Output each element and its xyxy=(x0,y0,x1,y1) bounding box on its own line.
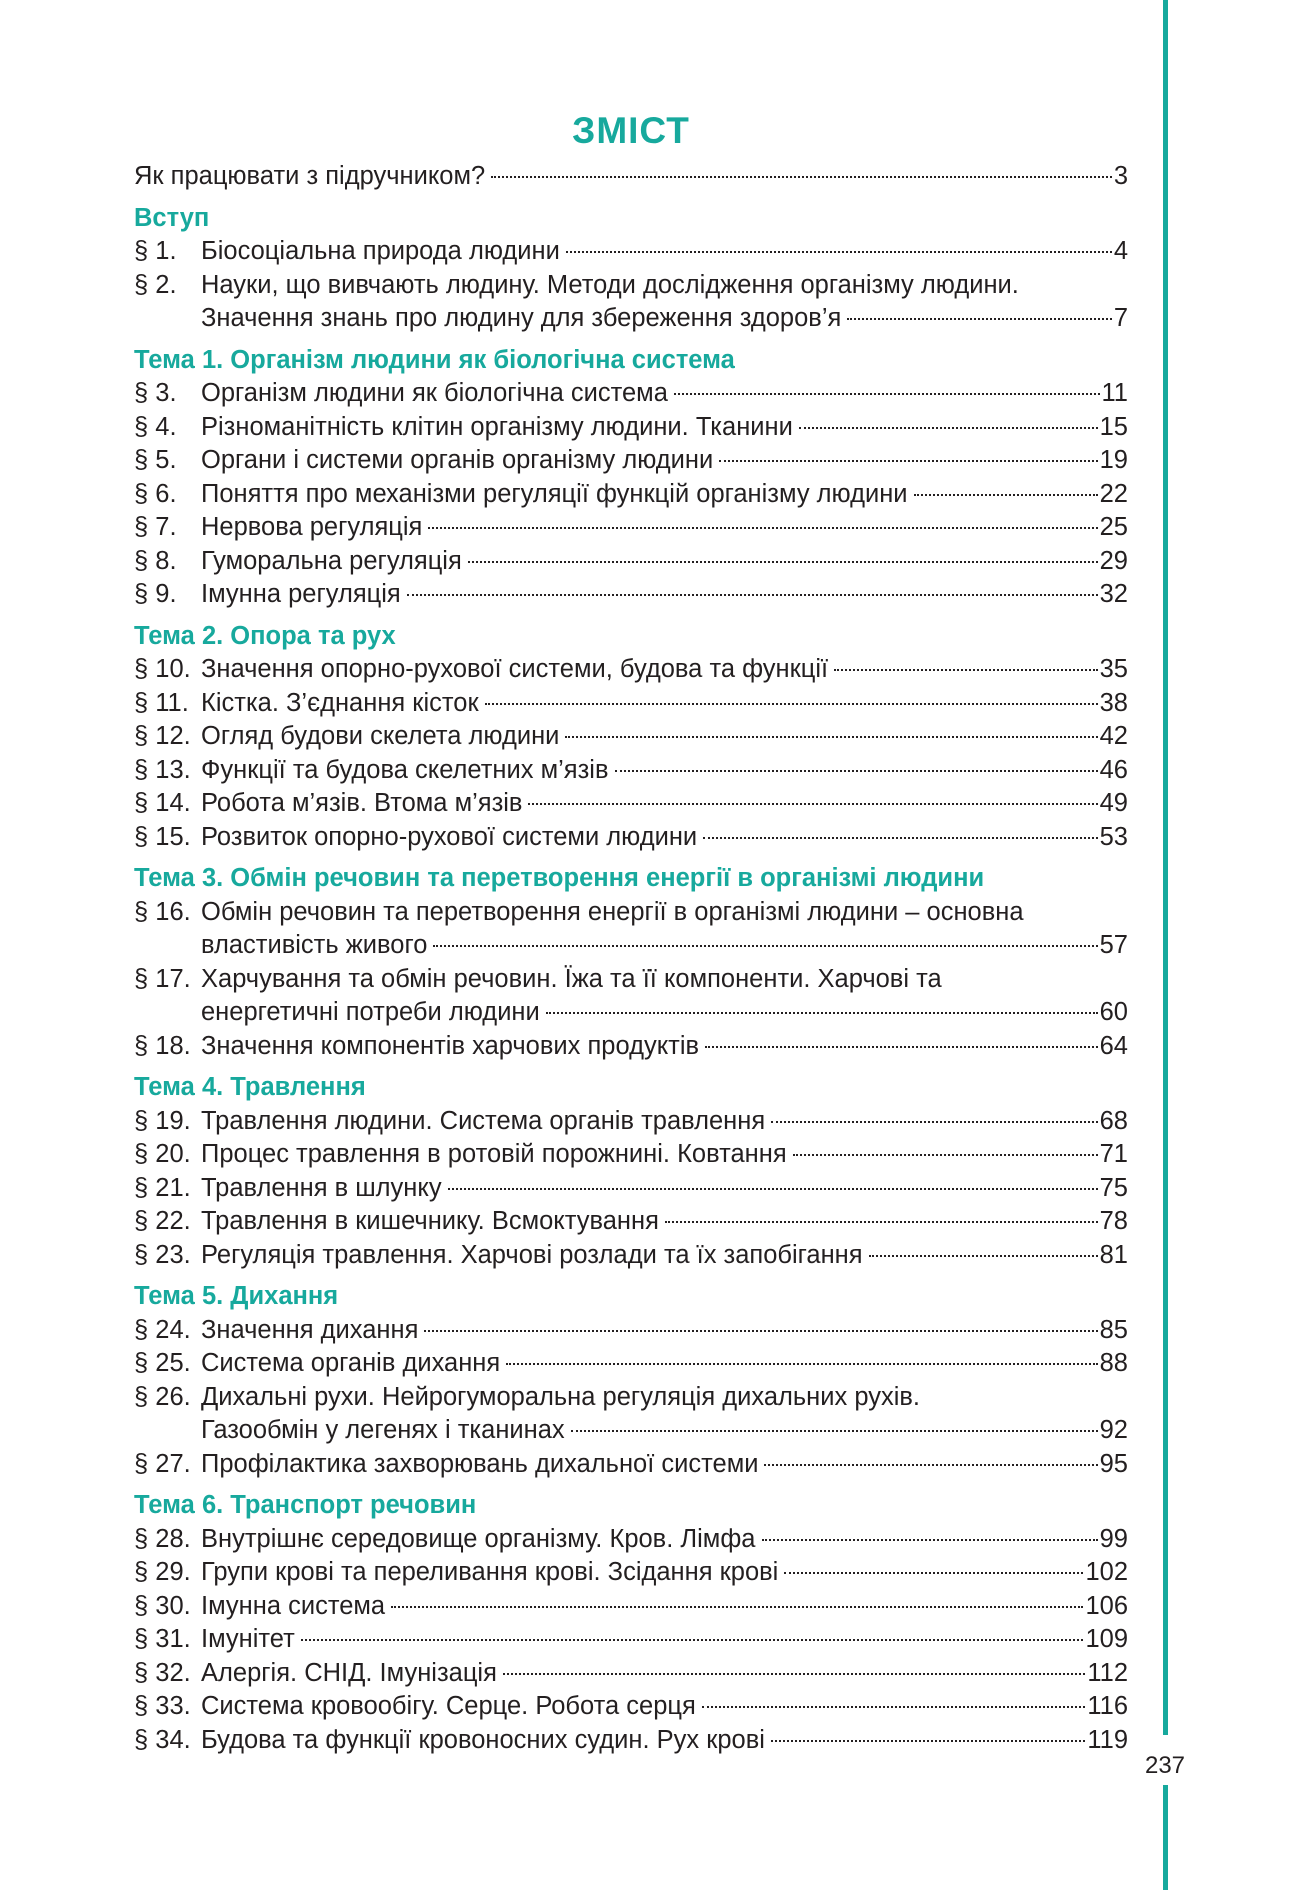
toc-entry[interactable] xyxy=(134,1105,1128,1139)
toc-entry-page: 78 xyxy=(1099,1207,1128,1235)
toc-entry-text: Значення опорно-рухової системи, будова та функції xyxy=(201,655,829,683)
toc-entry-text: Значення дихання xyxy=(201,1315,419,1344)
toc-entry-text: Робота м’язів. Втома м’язів xyxy=(201,789,523,817)
toc-entry-page: 15 xyxy=(1099,412,1128,441)
toc-entry-number: § 8. xyxy=(134,546,177,575)
toc-entry-number: § 26. xyxy=(134,1382,191,1411)
leader-dots xyxy=(799,427,1098,429)
toc-entry-number: § 27. xyxy=(134,1449,191,1478)
leader-dots xyxy=(703,837,1097,839)
leader-dots xyxy=(784,1572,1083,1574)
toc-entry-text: Імунна регуляція xyxy=(201,580,401,608)
toc-entry-text: Травлення в кишечнику. Всмоктування xyxy=(201,1207,659,1235)
toc-entry[interactable] xyxy=(134,478,1128,512)
toc-entry-page: 11 xyxy=(1101,379,1128,407)
toc-entry-number: § 29. xyxy=(134,1558,191,1586)
leader-dots xyxy=(571,1430,1098,1432)
leader-dots xyxy=(771,1740,1085,1742)
leader-dots xyxy=(665,1221,1098,1223)
toc-entry-number: § 11. xyxy=(134,688,189,717)
toc-entry-text: Групи крові та переливання крові. Зсідання крові xyxy=(201,1558,779,1586)
toc-entry-text: Процес травлення в ротовій порожнині. Ковтання xyxy=(201,1140,787,1168)
toc-entry-page: 38 xyxy=(1099,688,1128,717)
toc-entry-number: § 25. xyxy=(134,1349,191,1377)
toc-entry-number: § 4. xyxy=(134,412,177,441)
section-heading[interactable]: Тема 3. Обмін речовин та перетворення енергії в організмі людини xyxy=(134,864,985,892)
toc-entry-text: Різноманітність клітин організму людини. Тканини xyxy=(201,412,793,441)
toc-entry-page: 32 xyxy=(1099,580,1128,608)
toc-entry[interactable] xyxy=(134,963,1128,997)
toc-entry[interactable] xyxy=(134,929,1128,963)
toc-entry-page: 7 xyxy=(1113,304,1128,332)
toc-entry-page: 4 xyxy=(1113,237,1128,265)
toc-entry-page: 19 xyxy=(1099,446,1128,474)
toc-entry-page: 53 xyxy=(1099,822,1128,851)
toc-entry-page: 92 xyxy=(1099,1416,1128,1444)
toc-entry-text: енергетичні потреби людини xyxy=(201,998,540,1026)
toc-entry-number: § 20. xyxy=(134,1140,191,1168)
page-number: 237 xyxy=(1144,1752,1186,1779)
toc-entry-text: Органи і системи органів організму людини xyxy=(201,446,714,474)
toc-entry-number: § 13. xyxy=(134,755,191,784)
leader-dots xyxy=(528,803,1097,805)
margin-rule-bottom xyxy=(1163,1785,1168,1890)
toc-entry-page: 95 xyxy=(1099,1449,1128,1478)
toc-entry-text: Функції та будова скелетних м’язів xyxy=(201,755,609,784)
toc-entry-number: § 15. xyxy=(134,822,191,851)
toc-entry-page: 99 xyxy=(1099,1524,1128,1553)
toc-entry-page: 68 xyxy=(1099,1106,1128,1135)
toc-entry[interactable] xyxy=(134,754,1128,788)
leader-dots xyxy=(762,1539,1098,1541)
toc-entry[interactable] xyxy=(134,1205,1128,1239)
toc-entry-number: § 12. xyxy=(134,722,191,750)
leader-dots xyxy=(503,1673,1085,1675)
toc-entry-page: 119 xyxy=(1087,1725,1128,1754)
section-heading[interactable]: Тема 1. Організм людини як біологічна система xyxy=(134,345,735,374)
toc-entry-number: § 32. xyxy=(134,1658,191,1687)
toc-entry-text: Як працювати з підручником? xyxy=(134,162,486,190)
toc-entry-number: § 23. xyxy=(134,1240,191,1269)
toc-entry[interactable] xyxy=(134,1138,1128,1172)
toc-entry-page: 81 xyxy=(1099,1240,1128,1269)
toc-entry-text: Біосоціальна природа людини xyxy=(201,237,560,265)
toc-entry-page: 75 xyxy=(1099,1173,1128,1202)
toc-entry-text: Система кровообігу. Серце. Робота серця xyxy=(201,1692,696,1720)
toc-entry-text: Травлення людини. Система органів травлення xyxy=(201,1106,766,1135)
toc-entry[interactable] xyxy=(134,821,1128,855)
section-heading[interactable]: Тема 4. Травлення xyxy=(134,1073,366,1101)
toc-entry-text: властивість живого xyxy=(201,931,428,959)
toc-entry-text: Науки, що вивчають людину. Методи дослідження організму людини. xyxy=(201,270,1019,299)
toc-entry-text: Імунітет xyxy=(201,1625,295,1653)
toc-entry[interactable] xyxy=(134,377,1128,411)
leader-dots xyxy=(433,945,1097,947)
toc-entry-text: Поняття про механізми регуляції функцій організму людини xyxy=(201,479,908,508)
toc-entry-number: § 17. xyxy=(134,964,191,993)
toc-entry-page: 22 xyxy=(1099,479,1128,508)
toc-entry-number: § 19. xyxy=(134,1106,191,1135)
leader-dots xyxy=(793,1154,1098,1156)
toc-entry-text: Кістка. З’єднання кісток xyxy=(201,688,479,717)
toc-entry-page: 25 xyxy=(1099,513,1128,541)
toc-entry-page: 88 xyxy=(1099,1349,1128,1377)
leader-dots xyxy=(847,318,1112,320)
toc-entry[interactable] xyxy=(134,269,1128,303)
toc-entry-number: § 5. xyxy=(134,446,177,474)
toc-entry[interactable] xyxy=(134,511,1128,545)
toc-entry-text: Харчування та обмін речовин. Їжа та її компоненти. Харчові та xyxy=(201,964,942,993)
leader-dots xyxy=(491,176,1112,178)
section-heading[interactable]: Вступ xyxy=(134,203,210,232)
table-of-contents xyxy=(134,160,1128,1757)
toc-entry[interactable] xyxy=(134,653,1128,687)
toc-entry-number: § 28. xyxy=(134,1524,191,1553)
toc-entry-page: 71 xyxy=(1099,1140,1128,1168)
toc-entry-page: 64 xyxy=(1099,1031,1128,1060)
toc-entry[interactable] xyxy=(134,302,1128,336)
toc-entry-number: § 33. xyxy=(134,1692,191,1720)
toc-entry[interactable] xyxy=(134,1448,1128,1482)
margin-rule-top xyxy=(1163,0,1168,1735)
toc-entry[interactable] xyxy=(134,787,1128,821)
leader-dots xyxy=(448,1188,1098,1190)
toc-entry-number: § 2. xyxy=(134,270,177,299)
section-heading[interactable]: Тема 2. Опора та рух xyxy=(134,621,396,650)
toc-entry[interactable] xyxy=(134,1523,1128,1557)
toc-entry-number: § 6. xyxy=(134,479,177,508)
toc-entry[interactable] xyxy=(134,1556,1128,1590)
leader-dots xyxy=(719,460,1097,462)
leader-dots xyxy=(674,393,1100,395)
toc-entry[interactable] xyxy=(134,235,1128,269)
toc-entry-page: 60 xyxy=(1099,998,1128,1026)
toc-entry-text: Організм людини як біологічна система xyxy=(201,379,668,407)
leader-dots xyxy=(702,1706,1086,1708)
toc-entry[interactable] xyxy=(134,1314,1128,1348)
toc-entry-page: 112 xyxy=(1087,1658,1128,1687)
leader-dots xyxy=(834,669,1097,671)
section-heading[interactable]: Тема 5. Дихання xyxy=(134,1282,339,1310)
leader-dots xyxy=(301,1639,1084,1641)
toc-entry-text: Дихальні рухи. Нейрогуморальна регуляція дихальних рухів. xyxy=(201,1382,921,1411)
leader-dots xyxy=(705,1046,1098,1048)
toc-entry-page: 106 xyxy=(1085,1591,1128,1620)
toc-entry-page: 3 xyxy=(1113,162,1128,190)
toc-entry-text: Гуморальна регуляція xyxy=(201,546,462,575)
toc-entry-number: § 3. xyxy=(134,379,177,407)
toc-entry[interactable] xyxy=(134,1623,1128,1657)
toc-entry-number: § 30. xyxy=(134,1591,191,1620)
toc-entry-text: Огляд будови скелета людини xyxy=(201,722,560,750)
toc-entry[interactable] xyxy=(134,1414,1128,1448)
toc-entry[interactable] xyxy=(134,1590,1128,1624)
toc-entry-number: § 7. xyxy=(134,513,177,541)
leader-dots xyxy=(485,703,1098,705)
leader-dots xyxy=(506,1363,1097,1365)
toc-entry-page: 49 xyxy=(1099,789,1128,817)
toc-entry-page: 102 xyxy=(1085,1558,1128,1586)
leader-dots xyxy=(468,561,1098,563)
toc-entry[interactable] xyxy=(134,1239,1128,1273)
toc-entry[interactable] xyxy=(134,1030,1128,1064)
toc-entry-text: Обмін речовин та перетворення енергії в організмі людини – основна xyxy=(201,897,1024,926)
toc-entry-text: Імунна система xyxy=(201,1591,386,1620)
toc-entry-number: § 21. xyxy=(134,1173,191,1202)
toc-entry-number: § 22. xyxy=(134,1207,191,1235)
leader-dots xyxy=(391,1606,1083,1608)
leader-dots xyxy=(869,1255,1098,1257)
toc-entry-page: 42 xyxy=(1099,722,1128,750)
page-title: ЗМІСТ xyxy=(572,110,690,151)
toc-entry-number: § 14. xyxy=(134,789,191,817)
toc-entry[interactable] xyxy=(134,1381,1128,1415)
toc-entry-page: 35 xyxy=(1099,655,1128,683)
leader-dots xyxy=(428,527,1097,529)
toc-entry-text: Профілактика захворювань дихальної системи xyxy=(201,1449,759,1478)
leader-dots xyxy=(407,594,1098,596)
toc-entry-page: 85 xyxy=(1099,1315,1128,1344)
toc-entry-text: Внутрішнє середовище організму. Кров. Лімфа xyxy=(201,1524,756,1553)
toc-entry-page: 46 xyxy=(1099,755,1128,784)
toc-entry-page: 116 xyxy=(1087,1692,1128,1720)
leader-dots xyxy=(566,251,1112,253)
toc-entry[interactable] xyxy=(134,996,1128,1030)
toc-entry[interactable] xyxy=(134,720,1128,754)
toc-entry[interactable] xyxy=(134,1347,1128,1381)
toc-entry-page: 29 xyxy=(1099,546,1128,575)
toc-entry-number: § 16. xyxy=(134,897,191,926)
toc-entry-text: Травлення в шлунку xyxy=(201,1173,442,1202)
toc-entry-text: Регуляція травлення. Харчові розлади та їх запобігання xyxy=(201,1240,863,1269)
toc-entry-text: Значення компонентів харчових продуктів xyxy=(201,1031,700,1060)
toc-entry[interactable] xyxy=(134,896,1128,930)
toc-entry-text: Будова та функції кровоносних судин. Рух крові xyxy=(201,1725,765,1754)
toc-entry-text: Розвиток опорно-рухової системи людини xyxy=(201,822,698,851)
leader-dots xyxy=(424,1330,1097,1332)
toc-entry-number: § 34. xyxy=(134,1725,191,1754)
toc-entry[interactable] xyxy=(134,687,1128,721)
toc-entry-number: § 1. xyxy=(134,237,177,265)
leader-dots xyxy=(546,1012,1098,1014)
toc-intro-entry[interactable] xyxy=(134,160,1128,194)
toc-entry[interactable] xyxy=(134,1172,1128,1206)
toc-entry[interactable] xyxy=(134,1657,1128,1691)
toc-entry[interactable] xyxy=(134,578,1128,612)
toc-entry-text: Значення знань про людину для збереження здоров’я xyxy=(201,304,842,332)
leader-dots xyxy=(764,1464,1097,1466)
toc-entry-text: Нервова регуляція xyxy=(201,513,423,541)
toc-entry-number: § 18. xyxy=(134,1031,191,1060)
section-heading[interactable]: Тема 6. Транспорт речовин xyxy=(134,1491,477,1519)
leader-dots xyxy=(565,736,1097,738)
toc-entry-number: § 9. xyxy=(134,580,177,608)
toc-entry-page: 109 xyxy=(1085,1625,1128,1653)
toc-entry[interactable] xyxy=(134,1690,1128,1724)
toc-entry-number: § 10. xyxy=(134,655,191,683)
toc-entry-text: Газообмін у легенях і тканинах xyxy=(201,1416,565,1444)
toc-entry-page: 57 xyxy=(1099,931,1128,959)
toc-entry[interactable] xyxy=(134,411,1128,445)
leader-dots xyxy=(615,770,1098,772)
toc-entry-text: Алергія. СНІД. Імунізація xyxy=(201,1658,497,1687)
leader-dots xyxy=(771,1121,1097,1123)
toc-entry-text: Система органів дихання xyxy=(201,1349,501,1377)
toc-entry-number: § 31. xyxy=(134,1625,191,1653)
toc-entry[interactable] xyxy=(134,444,1128,478)
leader-dots xyxy=(914,494,1098,496)
toc-entry[interactable] xyxy=(134,1724,1128,1758)
toc-entry-number: § 24. xyxy=(134,1315,191,1344)
toc-entry[interactable] xyxy=(134,545,1128,579)
